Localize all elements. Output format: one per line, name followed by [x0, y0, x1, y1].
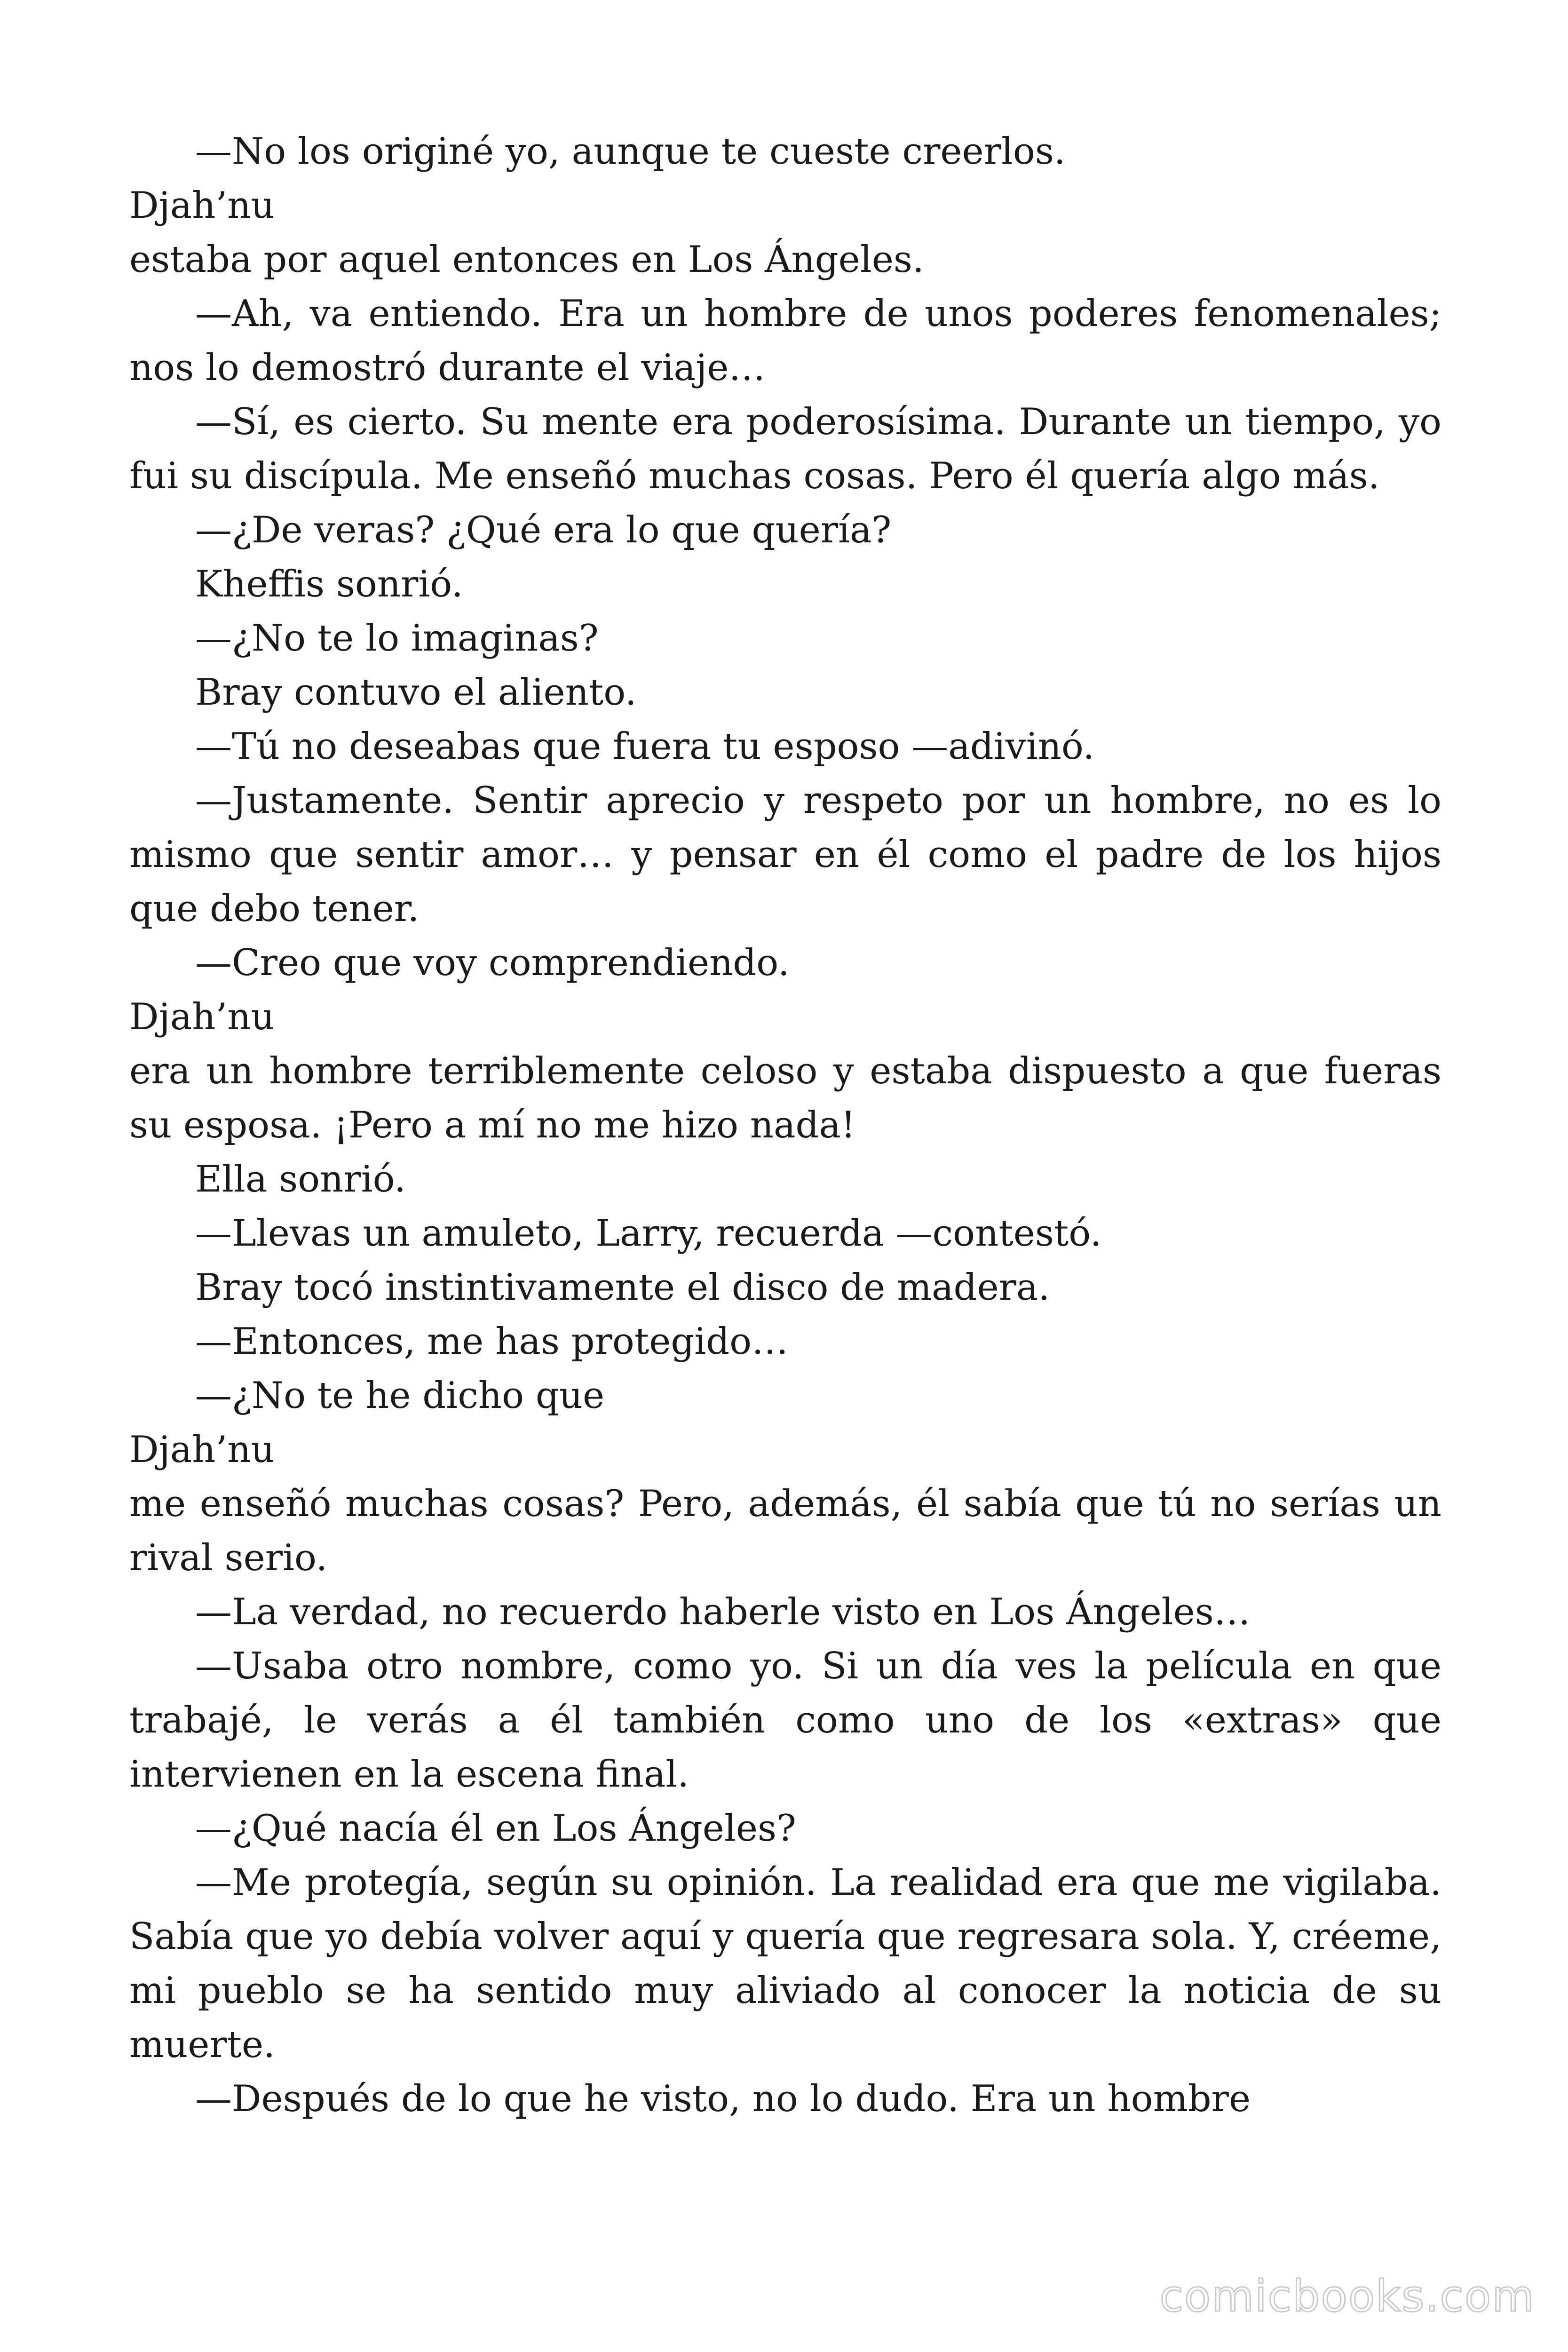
paragraph: —Sí, es cierto. Su mente era poderosísima. Durante un tiempo, yo fui su discípula. Me enseñó muchas cosas. Pero él quería algo más. — [129, 401, 1441, 497]
text-column — [129, 125, 1441, 2126]
paragraph: Djah’nu — [129, 1429, 275, 1471]
paragraph: —Después de lo que he visto, no lo dudo. Era un hombre — [195, 2078, 1251, 2120]
paragraph: —No los originé yo, aunque te cueste creerlos. — [195, 130, 1066, 173]
paragraph: —Creo que voy comprendiendo. — [195, 942, 790, 984]
paragraph: Bray tocó instintivamente el disco de madera. — [195, 1266, 1050, 1309]
paragraph: —Ah, va entiendo. Era un hombre de unos poderes fenomenales; nos lo demostró durante el viaje… — [129, 293, 1441, 389]
paragraph: Djah’nu — [129, 184, 275, 227]
watermark: comicbooks.com — [1159, 2271, 1535, 2321]
paragraph: —Me protegía, según su opinión. La realidad era que me vigilaba. Sabía que yo debía volver aquí y quería que regresara sola. Y, créeme, mi pueblo se ha sentido muy aliviado al conocer la noticia de su muerte. — [129, 1861, 1441, 2066]
paragraph: —Entonces, me has protegido… — [195, 1320, 789, 1363]
paragraph: —¿De veras? ¿Qué era lo que quería? — [195, 509, 892, 551]
paragraph: —¿No te he dicho que — [195, 1375, 605, 1417]
paragraph: estaba por aquel entonces en Los Ángeles. — [129, 238, 924, 281]
paragraph: me enseñó muchas cosas? Pero, además, él sabía que tú no serías un rival serio. — [129, 1483, 1441, 1579]
paragraph: Bray contuvo el aliento. — [195, 671, 637, 714]
paragraph: —¿No te lo imaginas? — [195, 617, 599, 660]
paragraph: —Justamente. Sentir aprecio y respeto por un hombre, no es lo mismo que sentir amor… y pensar en él como el padre de los hijos que debo tener. — [129, 779, 1441, 930]
paragraph: Kheffis sonrió. — [195, 563, 463, 605]
paragraph: —Llevas un amuleto, Larry, recuerda —contestó. — [195, 1212, 1102, 1255]
paragraph: era un hombre terriblemente celoso y estaba dispuesto a que fueras su esposa. ¡Pero a mí no me hizo nada! — [129, 1050, 1441, 1146]
paragraph: —Usaba otro nombre, como yo. Si un día ves la película en que trabajé, le verás a él también como uno de los «extras» que intervienen en la escena final. — [129, 1645, 1441, 1796]
paragraph: Ella sonrió. — [195, 1158, 406, 1200]
paragraph: —La verdad, no recuerdo haberle visto en Los Ángeles… — [195, 1591, 1251, 1633]
paragraph: —¿Qué nacía él en Los Ángeles? — [195, 1807, 796, 1850]
paragraph: —Tú no deseabas que fuera tu esposo —adivinó. — [195, 725, 1095, 768]
paragraph: Djah’nu — [129, 996, 275, 1038]
